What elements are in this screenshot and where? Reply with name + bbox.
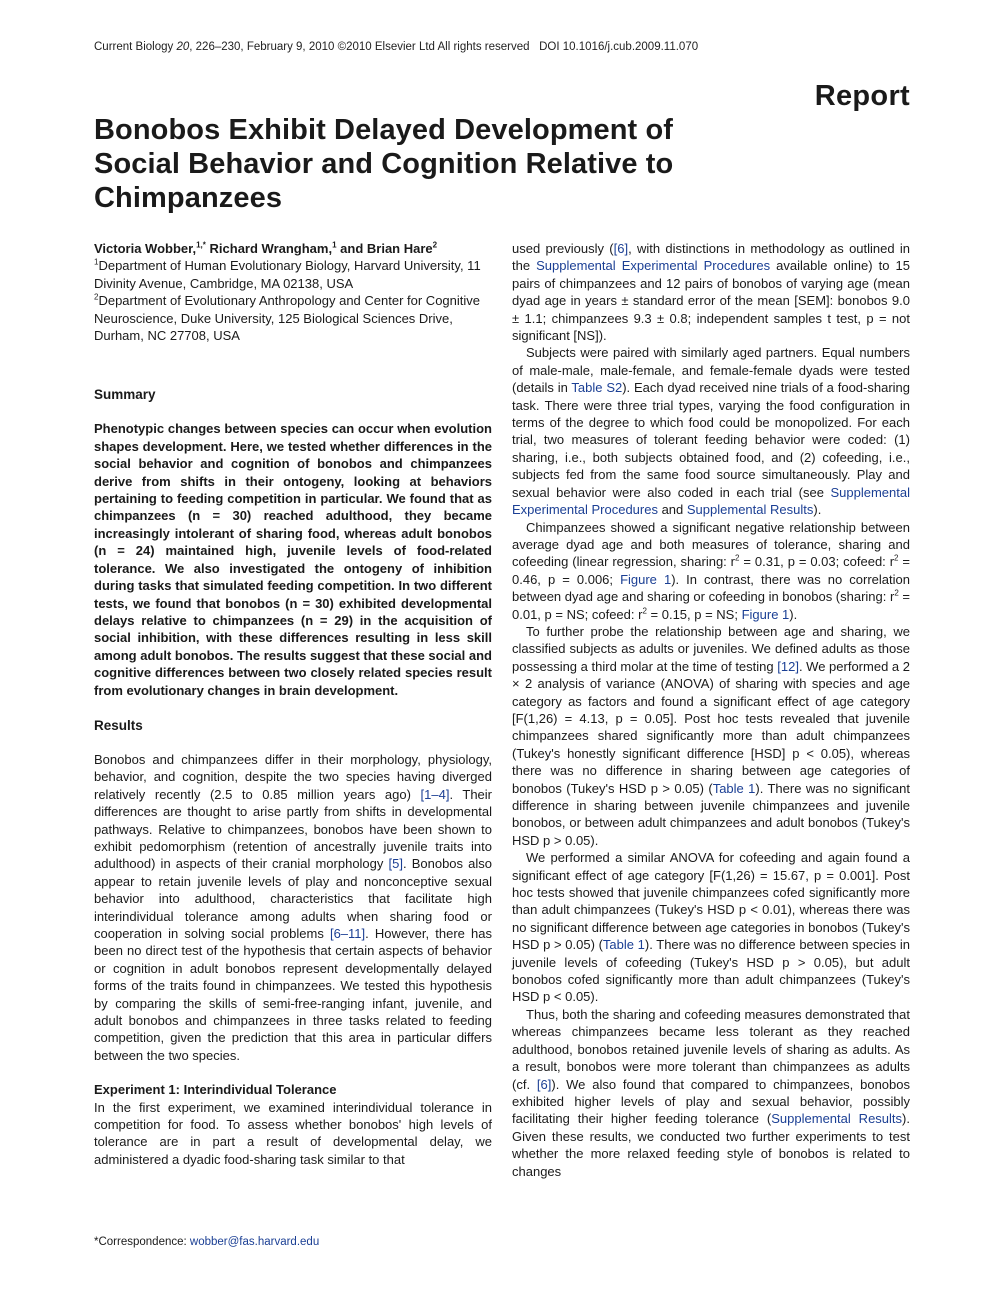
reference-link[interactable]: [5]: [388, 856, 403, 872]
table-link[interactable]: Table S2: [571, 380, 623, 396]
body-paragraph: Chimpanzees showed a significant negative relationship between average dyad age and both measures of tolerance, sharing and cofeeding (linear regression, sharing: $r^2 = 0.31$, p = 0.03; cofeed: $r^2 = 0.46$, p = 0.006; Figure 1). In contrast, there was no correlation between dyad age and sharing or cofeeding in bonobos (sharing: $r^2 = 0.01$, p = NS; cofeed: $r^2 = 0.15$, p = NS; Figure 1).: [512, 519, 910, 622]
supplement-link[interactable]: Supplemental Experimental Procedures: [512, 484, 910, 518]
body-paragraph: used previously ([6], with distinctions in methodology as outlined in the Supplemental Experimental Procedures available online) to 15 pairs of chimpanzees and 12 pairs of bonobos of varying age (mean dyad age in years ± standard error of the mean [SEM]: bonobos 9.0 ± 1.1; chimpanzees 9.3 ± 0.8; independent samples t test, p = not significant [NS]).: [512, 241, 910, 344]
figure-link[interactable]: Figure 1: [741, 606, 790, 622]
reference-link[interactable]: [6–11]: [329, 926, 366, 941]
reference-link[interactable]: [12]: [777, 658, 799, 674]
reference-link[interactable]: [6]: [536, 1076, 552, 1092]
reference-link[interactable]: [1–4]: [420, 786, 450, 802]
running-header: [94, 41, 698, 53]
experiment1-paragraph: In the first experiment, we examined interindividual tolerance in competition for food. To assess whether bonobos' high levels of tolerance are in part a result of developmental delay, we administered a dyadic food-sharing task similar to that: [94, 1099, 492, 1167]
supplement-link[interactable]: Supplemental Results: [686, 502, 814, 518]
summary-heading: Summary: [94, 387, 156, 403]
affiliation: $^1$Department of Human Evolutionary Biology, Harvard University, 11 Divinity Avenue, Cambridge, MA 02138, USA: [94, 258, 481, 291]
supplement-link[interactable]: Supplemental Experimental Procedures: [536, 258, 771, 274]
article-title: Bonobos Exhibit Delayed Development of Social Behavior and Cognition Relative to Chimpanzees: [94, 114, 674, 214]
author-name[interactable]: Richard Wrangham,: [205, 241, 333, 256]
author-affiliation-marker: 2: [432, 240, 438, 250]
journal-name: Current Biology: [94, 41, 174, 53]
body-paragraph: Thus, both the sharing and cofeeding measures demonstrated that whereas chimpanzees became less tolerant as they reached adulthood, bonobos retained juvenile levels of sharing as adults. As a result, bonobos were more tolerant than chimpanzees as adults (cf. [6]). We also found that compared to chimpanzees, bonobos exhibited higher levels of play and sexual behavior, possibly facilitating their higher feeding tolerance (Supplemental Results). Given these results, we conducted two further experiments to test whether the more relaxed feeding style of bonobos is related to changes: [512, 1006, 910, 1179]
figure-link[interactable]: Figure 1: [620, 571, 672, 587]
doi: DOI 10.1016/j.cub.2009.11.070: [539, 41, 699, 53]
author-list: [94, 240, 492, 257]
summary-text: Phenotypic changes between species can occur when evolution shapes development. Here, we tested whether differences in the social behavior and cognition of bonobos and chimpanzees derive from shifts in their ontogeny, looking at behaviors pertaining to feeding competition in particular. We found that as chimpanzees (n = 30) reached adulthood, they became increasingly intolerant of sharing food, whereas adult bonobos (n = 24) maintained high, juvenile levels of food-related tolerance. We also investigated the ontogeny of inhibition during tasks that simulated feeding competition. In two different tests, we found that bonobos (n = 30) exhibited developmental delays relative to chimpanzees (n = 29) in the acquisition of social inhibition, with these differences resulting in less skill among adult bonobos. The results suggest that these social and cognitive differences between two closely related species result from evolutionary changes in brain development.: [94, 421, 492, 698]
right-column: [512, 240, 910, 1180]
table-link[interactable]: Table 1: [712, 780, 756, 796]
results-heading: Results: [94, 717, 143, 733]
journal-pages: , 226–230, February 9, 2010 ©2010 Elsevier Ltd All rights reserved: [189, 41, 530, 53]
journal-volume: 20: [176, 41, 190, 53]
author-name[interactable]: Victoria Wobber,: [94, 241, 197, 256]
left-column: [94, 240, 492, 1168]
body-paragraph: Subjects were paired with similarly aged partners. Equal numbers of male-male, male-female, and female-female dyads were tested (details in Table S2). Each dyad received nine trials of a food-sharing task. There were three trial types, varying the food configuration in terms of the degree to which food could be monopolized. For each trial, two measures of tolerant feeding behavior were coded: (1) sharing, i.e., both subjects obtained food, and (2) cofeeding, i.e., subjects fed from the same food source simultaneously. Play and sexual behavior were also coded in each trial (see Supplemental Experimental Procedures and Supplemental Results).: [512, 345, 910, 518]
author-affiliation-marker: 1,*: [196, 240, 206, 250]
results-paragraph: Bonobos and chimpanzees differ in their morphology, physiology, behavior, and cognition, despite the two species having diverged relatively recently (2.5 to 0.85 million years ago) [1–4]. Their differences are thought to arise partly from shifts in developmental pathways. Relative to chimpanzees, bonobos have been shown to exhibit pedomorphism (retention of ancestrally juvenile traits into adulthood) in aspects of their cranial morphology [5]. Bonobos also appear to retain juvenile levels of play and nonconceptive sexual behavior into adulthood, characteristics that facilitate high interindividual tolerance among adults when sharing food or cooperation in solving social problems [6–11]. However, there has been no direct test of the hypothesis that certain aspects of behavior or cognition in adult bonobos represent developmentally delayed forms of the traits found in chimpanzees. We tested this hypothesis by comparing the skills of semi-free-ranging infant, juvenile, and adult bonobos and chimpanzees in three tasks related to feeding competition, given the prediction that this area in particular differs between the two species.: [94, 751, 492, 1063]
author-name[interactable]: and Brian Hare: [336, 241, 433, 256]
article-type: Report: [814, 80, 910, 112]
table-link[interactable]: Table 1: [602, 937, 645, 953]
supplement-link[interactable]: Supplemental Results: [771, 1111, 903, 1127]
author-affiliation-marker: 1: [332, 240, 337, 250]
correspondence: *Correspondence: wobber@fas.harvard.edu: [94, 1236, 320, 1248]
email-link[interactable]: wobber@fas.harvard.edu: [189, 1236, 320, 1248]
reference-link[interactable]: [6]: [613, 241, 629, 256]
experiment1-heading: Experiment 1: Interindividual Tolerance: [94, 1082, 337, 1098]
body-paragraph: To further probe the relationship between age and sharing, we classified subjects as adults or juveniles. We defined adults as those possessing a third molar at the time of testing [12]. We performed a 2 × 2 analysis of variance (ANOVA) of sharing with species and age category as factors and found a significant effect of age category [F(1,26) = 4.13, p = 0.05]. Post hoc tests revealed that juvenile chimpanzees shared significantly more than adult chimpanzees (Tukey's honestly significant difference [HSD] p < 0.05), whereas there was no difference in sharing between age categories of bonobos (Tukey's HSD p > 0.05) (Table 1). There was no significant difference in sharing between juvenile chimpanzees and juvenile bonobos, or between adult chimpanzees and adult bonobos (Tukey's HSD p > 0.05).: [512, 623, 911, 848]
body-paragraph: We performed a similar ANOVA for cofeeding and again found a significant effect of age category [F(1,26) = 15.67, p = 0.001]. Post hoc tests showed that juvenile chimpanzees cofed significantly more than adult chimpanzees (Tukey's HSD p < 0.01), whereas there was no significant difference between age categories in bonobos (Tukey's HSD p > 0.05) (Table 1). There was no difference between species in juvenile levels of cofeeding (Tukey's HSD p > 0.05), but adult bonobos cofed significantly more than adult chimpanzees (Tukey's HSD p < 0.05).: [512, 850, 911, 1005]
affiliation: $^2$Department of Evolutionary Anthropology and Center for Cognitive Neuroscience, Duke University, 125 Biological Sciences Drive, Durham, NC 27708, USA: [94, 292, 481, 344]
